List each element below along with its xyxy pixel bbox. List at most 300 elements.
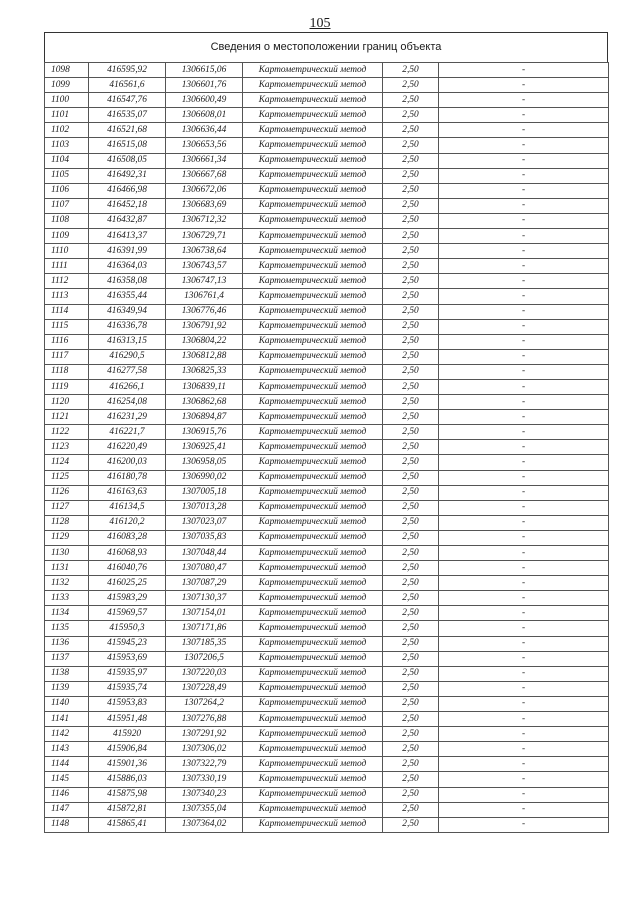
x-coordinate-cell: 416521,68: [89, 123, 166, 138]
point-number-cell: 1124: [45, 455, 89, 470]
point-number-cell: 1109: [45, 229, 89, 244]
x-coordinate-cell: 416466,98: [89, 183, 166, 198]
description-cell: -: [439, 229, 609, 244]
description-cell: -: [439, 455, 609, 470]
method-cell: Картометрический метод: [243, 440, 383, 455]
x-coordinate-cell: 416083,28: [89, 530, 166, 545]
accuracy-cell: 2,50: [383, 379, 439, 394]
point-number-cell: 1147: [45, 802, 89, 817]
x-coordinate-cell: 415886,03: [89, 772, 166, 787]
y-coordinate-cell: 1306915,76: [166, 425, 243, 440]
accuracy-cell: 2,50: [383, 349, 439, 364]
boundary-table-sheet: [44, 32, 608, 833]
point-number-cell: 1104: [45, 153, 89, 168]
description-cell: -: [439, 319, 609, 334]
x-coordinate-cell: 415951,48: [89, 712, 166, 727]
table-row: [45, 259, 609, 274]
accuracy-cell: 2,50: [383, 153, 439, 168]
method-cell: Картометрический метод: [243, 168, 383, 183]
accuracy-cell: 2,50: [383, 123, 439, 138]
coordinates-table: [44, 62, 609, 833]
point-number-cell: 1142: [45, 727, 89, 742]
y-coordinate-cell: 1306825,33: [166, 364, 243, 379]
table-row: [45, 319, 609, 334]
y-coordinate-cell: 1307228,49: [166, 681, 243, 696]
table-row: [45, 123, 609, 138]
point-number-cell: 1146: [45, 787, 89, 802]
point-number-cell: 1145: [45, 772, 89, 787]
method-cell: Картометрический метод: [243, 817, 383, 832]
table-row: [45, 304, 609, 319]
y-coordinate-cell: 1306653,56: [166, 138, 243, 153]
method-cell: Картометрический метод: [243, 561, 383, 576]
method-cell: Картометрический метод: [243, 515, 383, 530]
description-cell: -: [439, 274, 609, 289]
accuracy-cell: 2,50: [383, 546, 439, 561]
method-cell: Картометрический метод: [243, 274, 383, 289]
y-coordinate-cell: 1306712,32: [166, 213, 243, 228]
method-cell: Картометрический метод: [243, 696, 383, 711]
accuracy-cell: 2,50: [383, 395, 439, 410]
table-row: [45, 289, 609, 304]
x-coordinate-cell: 415906,84: [89, 742, 166, 757]
y-coordinate-cell: 1306958,05: [166, 455, 243, 470]
point-number-cell: 1103: [45, 138, 89, 153]
accuracy-cell: 2,50: [383, 561, 439, 576]
x-coordinate-cell: 416432,87: [89, 213, 166, 228]
accuracy-cell: 2,50: [383, 304, 439, 319]
accuracy-cell: 2,50: [383, 591, 439, 606]
accuracy-cell: 2,50: [383, 576, 439, 591]
description-cell: -: [439, 817, 609, 832]
y-coordinate-cell: 1307306,02: [166, 742, 243, 757]
point-number-cell: 1105: [45, 168, 89, 183]
table-row: [45, 606, 609, 621]
point-number-cell: 1121: [45, 410, 89, 425]
table-row: [45, 636, 609, 651]
y-coordinate-cell: 1306729,71: [166, 229, 243, 244]
y-coordinate-cell: 1307220,03: [166, 666, 243, 681]
point-number-cell: 1106: [45, 183, 89, 198]
x-coordinate-cell: 415920: [89, 727, 166, 742]
y-coordinate-cell: 1307080,47: [166, 561, 243, 576]
page-number: 105: [309, 16, 331, 31]
accuracy-cell: 2,50: [383, 696, 439, 711]
x-coordinate-cell: 415953,69: [89, 651, 166, 666]
y-coordinate-cell: 1307035,83: [166, 530, 243, 545]
description-cell: -: [439, 78, 609, 93]
table-row: [45, 772, 609, 787]
description-cell: -: [439, 727, 609, 742]
point-number-cell: 1135: [45, 621, 89, 636]
x-coordinate-cell: 416290,5: [89, 349, 166, 364]
y-coordinate-cell: 1306747,13: [166, 274, 243, 289]
method-cell: Картометрический метод: [243, 319, 383, 334]
x-coordinate-cell: 416120,2: [89, 515, 166, 530]
method-cell: Картометрический метод: [243, 63, 383, 78]
description-cell: -: [439, 681, 609, 696]
y-coordinate-cell: 1306636,44: [166, 123, 243, 138]
accuracy-cell: 2,50: [383, 636, 439, 651]
y-coordinate-cell: 1307355,04: [166, 802, 243, 817]
x-coordinate-cell: 416221,7: [89, 425, 166, 440]
accuracy-cell: 2,50: [383, 319, 439, 334]
description-cell: -: [439, 289, 609, 304]
accuracy-cell: 2,50: [383, 515, 439, 530]
table-row: [45, 787, 609, 802]
y-coordinate-cell: 1307130,37: [166, 591, 243, 606]
accuracy-cell: 2,50: [383, 244, 439, 259]
point-number-cell: 1128: [45, 515, 89, 530]
point-number-cell: 1118: [45, 364, 89, 379]
x-coordinate-cell: 416200,03: [89, 455, 166, 470]
point-number-cell: 1139: [45, 681, 89, 696]
accuracy-cell: 2,50: [383, 334, 439, 349]
description-cell: -: [439, 198, 609, 213]
y-coordinate-cell: 1306672,06: [166, 183, 243, 198]
description-cell: -: [439, 334, 609, 349]
description-cell: -: [439, 183, 609, 198]
point-number-cell: 1108: [45, 213, 89, 228]
description-cell: -: [439, 168, 609, 183]
y-coordinate-cell: 1307154,01: [166, 606, 243, 621]
point-number-cell: 1133: [45, 591, 89, 606]
table-row: [45, 576, 609, 591]
method-cell: Картометрический метод: [243, 364, 383, 379]
y-coordinate-cell: 1306804,22: [166, 334, 243, 349]
table-row: [45, 500, 609, 515]
accuracy-cell: 2,50: [383, 410, 439, 425]
accuracy-cell: 2,50: [383, 485, 439, 500]
method-cell: Картометрический метод: [243, 621, 383, 636]
method-cell: Картометрический метод: [243, 229, 383, 244]
y-coordinate-cell: 1307023,07: [166, 515, 243, 530]
point-number-cell: 1116: [45, 334, 89, 349]
accuracy-cell: 2,50: [383, 817, 439, 832]
accuracy-cell: 2,50: [383, 530, 439, 545]
method-cell: Картометрический метод: [243, 546, 383, 561]
point-number-cell: 1100: [45, 93, 89, 108]
method-cell: Картометрический метод: [243, 289, 383, 304]
description-cell: -: [439, 379, 609, 394]
method-cell: Картометрический метод: [243, 153, 383, 168]
y-coordinate-cell: 1306615,06: [166, 63, 243, 78]
method-cell: Картометрический метод: [243, 138, 383, 153]
y-coordinate-cell: 1306600,49: [166, 93, 243, 108]
accuracy-cell: 2,50: [383, 742, 439, 757]
y-coordinate-cell: 1307087,29: [166, 576, 243, 591]
point-number-cell: 1101: [45, 108, 89, 123]
table-row: [45, 108, 609, 123]
description-cell: -: [439, 787, 609, 802]
point-number-cell: 1125: [45, 470, 89, 485]
table-row: [45, 696, 609, 711]
x-coordinate-cell: 415945,23: [89, 636, 166, 651]
x-coordinate-cell: 416535,07: [89, 108, 166, 123]
description-cell: -: [439, 108, 609, 123]
x-coordinate-cell: 416355,44: [89, 289, 166, 304]
accuracy-cell: 2,50: [383, 500, 439, 515]
point-number-cell: 1114: [45, 304, 89, 319]
table-row: [45, 334, 609, 349]
accuracy-cell: 2,50: [383, 606, 439, 621]
method-cell: Картометрический метод: [243, 727, 383, 742]
description-cell: -: [439, 666, 609, 681]
table-row: [45, 168, 609, 183]
point-number-cell: 1115: [45, 319, 89, 334]
point-number-cell: 1120: [45, 395, 89, 410]
x-coordinate-cell: 416254,08: [89, 395, 166, 410]
table-row: [45, 78, 609, 93]
y-coordinate-cell: 1306743,57: [166, 259, 243, 274]
description-cell: -: [439, 259, 609, 274]
method-cell: Картометрический метод: [243, 123, 383, 138]
point-number-cell: 1123: [45, 440, 89, 455]
point-number-cell: 1113: [45, 289, 89, 304]
y-coordinate-cell: 1307185,35: [166, 636, 243, 651]
y-coordinate-cell: 1307206,5: [166, 651, 243, 666]
method-cell: Картометрический метод: [243, 304, 383, 319]
method-cell: Картометрический метод: [243, 198, 383, 213]
point-number-cell: 1132: [45, 576, 89, 591]
table-row: [45, 379, 609, 394]
accuracy-cell: 2,50: [383, 93, 439, 108]
x-coordinate-cell: 416349,94: [89, 304, 166, 319]
description-cell: -: [439, 123, 609, 138]
table-row: [45, 470, 609, 485]
point-number-cell: 1141: [45, 712, 89, 727]
table-row: [45, 742, 609, 757]
x-coordinate-cell: 416220,49: [89, 440, 166, 455]
description-cell: -: [439, 410, 609, 425]
point-number-cell: 1129: [45, 530, 89, 545]
accuracy-cell: 2,50: [383, 229, 439, 244]
y-coordinate-cell: 1306601,76: [166, 78, 243, 93]
accuracy-cell: 2,50: [383, 651, 439, 666]
x-coordinate-cell: 416452,18: [89, 198, 166, 213]
table-row: [45, 153, 609, 168]
table-title: Сведения о местоположении границ объекта: [210, 41, 442, 53]
description-cell: -: [439, 395, 609, 410]
x-coordinate-cell: 416068,93: [89, 546, 166, 561]
table-row: [45, 515, 609, 530]
description-cell: -: [439, 696, 609, 711]
x-coordinate-cell: 415901,36: [89, 757, 166, 772]
description-cell: -: [439, 530, 609, 545]
y-coordinate-cell: 1306894,87: [166, 410, 243, 425]
x-coordinate-cell: 415969,57: [89, 606, 166, 621]
accuracy-cell: 2,50: [383, 727, 439, 742]
y-coordinate-cell: 1306608,01: [166, 108, 243, 123]
y-coordinate-cell: 1306812,88: [166, 349, 243, 364]
accuracy-cell: 2,50: [383, 108, 439, 123]
y-coordinate-cell: 1306990,02: [166, 470, 243, 485]
method-cell: Картометрический метод: [243, 425, 383, 440]
accuracy-cell: 2,50: [383, 63, 439, 78]
x-coordinate-cell: 416547,76: [89, 93, 166, 108]
description-cell: -: [439, 742, 609, 757]
table-row: [45, 802, 609, 817]
method-cell: Картометрический метод: [243, 213, 383, 228]
y-coordinate-cell: 1307013,28: [166, 500, 243, 515]
table-header: [44, 32, 608, 61]
table-row: [45, 395, 609, 410]
point-number-cell: 1138: [45, 666, 89, 681]
accuracy-cell: 2,50: [383, 213, 439, 228]
accuracy-cell: 2,50: [383, 666, 439, 681]
table-row: [45, 213, 609, 228]
x-coordinate-cell: 415950,3: [89, 621, 166, 636]
accuracy-cell: 2,50: [383, 364, 439, 379]
x-coordinate-cell: 416391,99: [89, 244, 166, 259]
accuracy-cell: 2,50: [383, 183, 439, 198]
point-number-cell: 1148: [45, 817, 89, 832]
point-number-cell: 1144: [45, 757, 89, 772]
table-row: [45, 485, 609, 500]
y-coordinate-cell: 1307048,44: [166, 546, 243, 561]
point-number-cell: 1136: [45, 636, 89, 651]
description-cell: -: [439, 515, 609, 530]
point-number-cell: 1134: [45, 606, 89, 621]
description-cell: -: [439, 349, 609, 364]
table-row: [45, 666, 609, 681]
x-coordinate-cell: 416163,63: [89, 485, 166, 500]
method-cell: Картометрический метод: [243, 712, 383, 727]
point-number-cell: 1137: [45, 651, 89, 666]
table-row: [45, 229, 609, 244]
description-cell: -: [439, 304, 609, 319]
y-coordinate-cell: 1306761,4: [166, 289, 243, 304]
method-cell: Картометрический метод: [243, 636, 383, 651]
method-cell: Картометрический метод: [243, 666, 383, 681]
description-cell: -: [439, 93, 609, 108]
y-coordinate-cell: 1307276,88: [166, 712, 243, 727]
y-coordinate-cell: 1307340,23: [166, 787, 243, 802]
accuracy-cell: 2,50: [383, 787, 439, 802]
point-number-cell: 1119: [45, 379, 89, 394]
description-cell: -: [439, 364, 609, 379]
method-cell: Картометрический метод: [243, 576, 383, 591]
method-cell: Картометрический метод: [243, 470, 383, 485]
method-cell: Картометрический метод: [243, 681, 383, 696]
x-coordinate-cell: 416266,1: [89, 379, 166, 394]
method-cell: Картометрический метод: [243, 410, 383, 425]
accuracy-cell: 2,50: [383, 168, 439, 183]
description-cell: -: [439, 425, 609, 440]
y-coordinate-cell: 1307322,79: [166, 757, 243, 772]
x-coordinate-cell: 416180,78: [89, 470, 166, 485]
description-cell: -: [439, 651, 609, 666]
point-number-cell: 1143: [45, 742, 89, 757]
method-cell: Картометрический метод: [243, 379, 383, 394]
accuracy-cell: 2,50: [383, 621, 439, 636]
table-row: [45, 440, 609, 455]
table-row: [45, 93, 609, 108]
table-row: [45, 198, 609, 213]
description-cell: -: [439, 470, 609, 485]
point-number-cell: 1107: [45, 198, 89, 213]
point-number-cell: 1140: [45, 696, 89, 711]
table-row: [45, 817, 609, 832]
y-coordinate-cell: 1306683,69: [166, 198, 243, 213]
x-coordinate-cell: 416492,31: [89, 168, 166, 183]
y-coordinate-cell: 1306738,64: [166, 244, 243, 259]
x-coordinate-cell: 416277,58: [89, 364, 166, 379]
description-cell: -: [439, 213, 609, 228]
method-cell: Картометрический метод: [243, 485, 383, 500]
description-cell: -: [439, 591, 609, 606]
accuracy-cell: 2,50: [383, 78, 439, 93]
table-row: [45, 651, 609, 666]
x-coordinate-cell: 416508,05: [89, 153, 166, 168]
description-cell: -: [439, 440, 609, 455]
accuracy-cell: 2,50: [383, 681, 439, 696]
table-row: [45, 681, 609, 696]
point-number-cell: 1099: [45, 78, 89, 93]
table-row: [45, 455, 609, 470]
y-coordinate-cell: 1306925,41: [166, 440, 243, 455]
accuracy-cell: 2,50: [383, 259, 439, 274]
point-number-cell: 1131: [45, 561, 89, 576]
method-cell: Картометрический метод: [243, 591, 383, 606]
point-number-cell: 1130: [45, 546, 89, 561]
table-row: [45, 591, 609, 606]
x-coordinate-cell: 416040,76: [89, 561, 166, 576]
x-coordinate-cell: 415872,81: [89, 802, 166, 817]
y-coordinate-cell: 1306862,68: [166, 395, 243, 410]
description-cell: -: [439, 606, 609, 621]
description-cell: -: [439, 802, 609, 817]
table-row: [45, 757, 609, 772]
y-coordinate-cell: 1306791,92: [166, 319, 243, 334]
point-number-cell: 1127: [45, 500, 89, 515]
x-coordinate-cell: 415953,83: [89, 696, 166, 711]
method-cell: Картометрический метод: [243, 93, 383, 108]
method-cell: Картометрический метод: [243, 500, 383, 515]
method-cell: Картометрический метод: [243, 742, 383, 757]
table-row: [45, 410, 609, 425]
description-cell: -: [439, 757, 609, 772]
x-coordinate-cell: 415935,74: [89, 681, 166, 696]
x-coordinate-cell: 415865,41: [89, 817, 166, 832]
description-cell: -: [439, 244, 609, 259]
table-row: [45, 244, 609, 259]
x-coordinate-cell: 416515,08: [89, 138, 166, 153]
method-cell: Картометрический метод: [243, 787, 383, 802]
method-cell: Картометрический метод: [243, 651, 383, 666]
table-row: [45, 621, 609, 636]
method-cell: Картометрический метод: [243, 334, 383, 349]
accuracy-cell: 2,50: [383, 757, 439, 772]
method-cell: Картометрический метод: [243, 78, 383, 93]
y-coordinate-cell: 1306661,34: [166, 153, 243, 168]
x-coordinate-cell: 416595,92: [89, 63, 166, 78]
description-cell: -: [439, 153, 609, 168]
point-number-cell: 1112: [45, 274, 89, 289]
table-row: [45, 530, 609, 545]
table-row: [45, 138, 609, 153]
method-cell: Картометрический метод: [243, 757, 383, 772]
point-number-cell: 1098: [45, 63, 89, 78]
description-cell: -: [439, 576, 609, 591]
point-number-cell: 1111: [45, 259, 89, 274]
accuracy-cell: 2,50: [383, 138, 439, 153]
x-coordinate-cell: 416336,78: [89, 319, 166, 334]
description-cell: -: [439, 485, 609, 500]
table-row: [45, 364, 609, 379]
point-number-cell: 1117: [45, 349, 89, 364]
point-number-cell: 1122: [45, 425, 89, 440]
